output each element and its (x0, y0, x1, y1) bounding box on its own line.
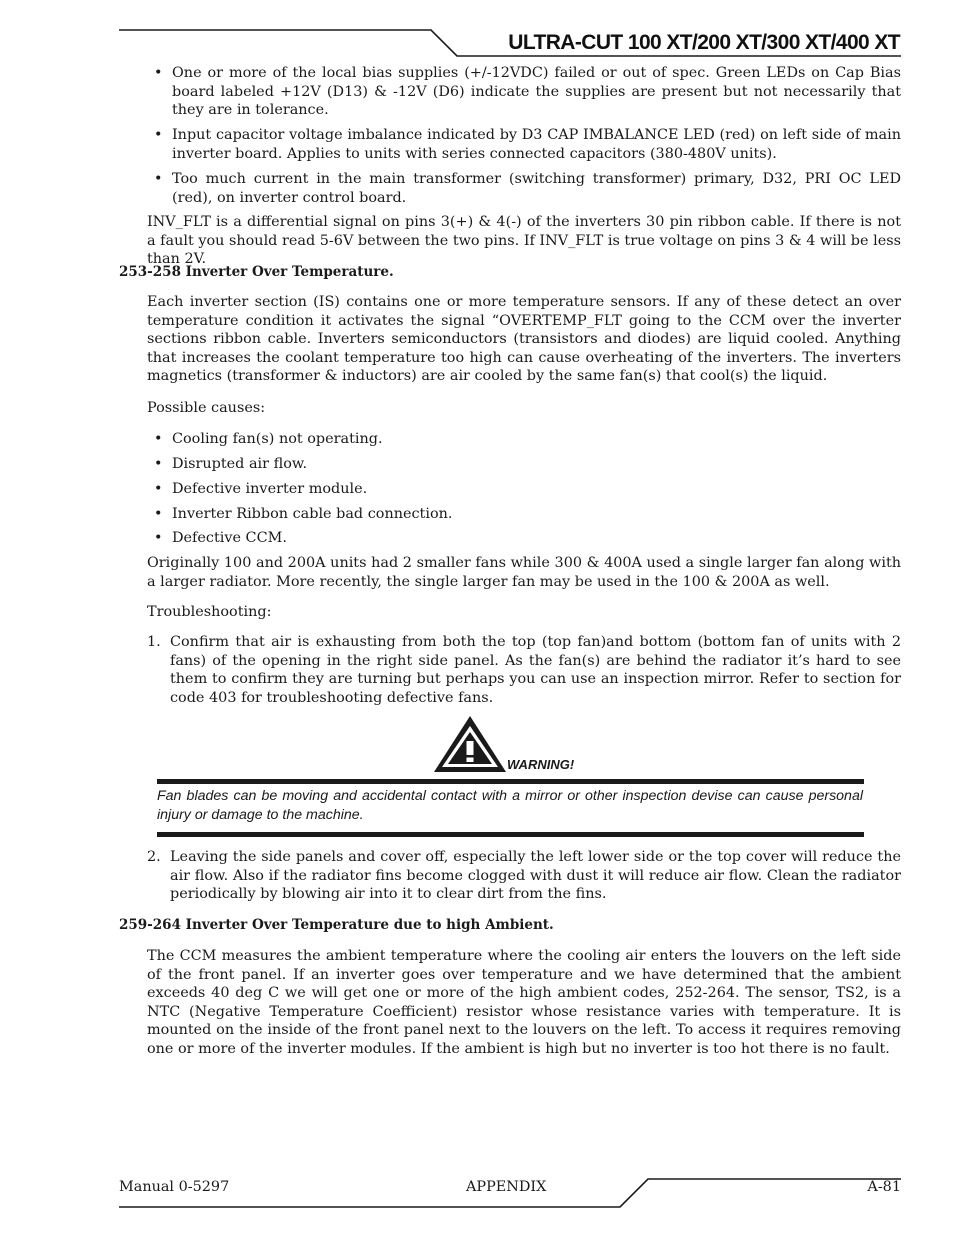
numbered-step (147, 633, 901, 707)
step-text: Confirm that air is exhausting from both the top (top fan)and bottom (bottom fan of units with 2 fans) of the opening in the right side panel. As the fan(s) are behind the radiator it’s hard to see them to confirm they are turning but perhaps you can use an inspection mirror. Refer to section for code 403 for troubleshooting defective fans. (170, 634, 901, 706)
bullet-item (154, 170, 901, 207)
manual-number: Manual 0-5297 (119, 1179, 230, 1195)
cause-text: Defective CCM. (172, 530, 287, 546)
bullet-dot: • (154, 171, 163, 187)
bullet-dot: • (154, 431, 163, 447)
fans-paragraph: Originally 100 and 200A units had 2 smaller fans while 300 & 400A used a single larger fan along with a larger radiator. More recently, the single larger fan may be used in the 100 & 200A as well. (147, 555, 901, 590)
cause-text: Defective inverter module. (172, 481, 368, 497)
cause-item (154, 529, 901, 548)
step-number: 2. (147, 849, 161, 865)
section-paragraph: Each inverter section (IS) contains one or more temperature sensors. If any of these detect an over temperature condition it activates the signal “OVERTEMP_FLT going to the CCM over the inverter sections ribbon cable. Inverters semiconductors (transistors and diodes) are liquid cooled. Anything that increases the coolant temperature too high can cause overheating of the inverters. The inverters magnetics (transformer & inductors) are air cooled by the same fan(s) that cool(s) the liquid. (147, 294, 901, 385)
warning-text: Fan blades can be moving and accidental contact with a mirror or other inspection devise can cause personal injury or damage to the machine. (157, 788, 863, 823)
cause-text: Cooling fan(s) not operating. (172, 431, 383, 447)
cause-item (154, 480, 901, 499)
page-number: A-81 (867, 1179, 901, 1195)
cause-item (154, 430, 901, 449)
bullet-text: Too much current in the main transformer (switching transformer) primary, D32, PRI OC LED (red), on inverter control board. (172, 171, 901, 206)
warning-label: WARNING! (507, 757, 575, 772)
inv-flt-paragraph: INV_FLT is a differential signal on pins 3(+) & 4(-) of the inverters 30 pin ribbon cable. If there is not a fault you should read 5-6V between the two pins. If INV_FLT is true voltage on pins 3 & 4 will be less than 2V. (147, 214, 901, 268)
bullet-text: One or more of the local bias supplies (+/-12VDC) failed or out of spec. Green LEDs on Cap Bias board labeled +12V (D13) & -12V (D6) indicate the supplies are present but not necessarily that they are in tolerance. (172, 65, 901, 119)
bullet-dot: • (154, 506, 163, 522)
section-heading: 253-258 Inverter Over Temperature. (119, 264, 394, 280)
bullet-dot: • (154, 530, 163, 546)
step-number: 1. (147, 634, 161, 650)
cause-text: Disrupted air flow. (172, 456, 308, 472)
numbered-step (147, 848, 901, 904)
warning-top-bar (157, 779, 864, 784)
document-title: ULTRA-CUT 100 XT/200 XT/300 XT/400 XT (508, 31, 900, 54)
warning-bottom-bar (157, 832, 864, 837)
cause-item (154, 505, 901, 524)
bullet-dot: • (154, 65, 163, 81)
bullet-text: Input capacitor voltage imbalance indicated by D3 CAP IMBALANCE LED (red) on left side of main inverter board. Applies to units with series connected capacitors (380-480V units). (172, 127, 901, 162)
troubleshooting-label: Troubleshooting: (147, 604, 272, 620)
bullet-dot: • (154, 456, 163, 472)
bullet-item (154, 126, 901, 163)
cause-item (154, 455, 901, 474)
cause-text: Inverter Ribbon cable bad connection. (172, 506, 453, 522)
bullet-item (154, 64, 901, 120)
footer-section: APPENDIX (466, 1179, 547, 1195)
section-paragraph: The CCM measures the ambient temperature where the cooling air enters the louvers on the left side of the front panel. If an inverter goes over temperature and we have determined that the ambient exceeds 40 deg C we will get one or more of the high ambient codes, 252-264. The sensor, TS2, is a NTC (Negative Temperature Coefficient) resistor whose resistance varies with temperature. It is mounted on the inside of the front panel next to the louvers on the left. To access it requires removing one or more of the inverter modules. If the ambient is high but no inverter is too hot there is no fault. (147, 948, 901, 1057)
step-text: Leaving the side panels and cover off, especially the left lower side or the top cover will reduce the air flow. Also if the radiator fins become clogged with dust it will reduce air flow. Clean the radiator periodically by blowing air into it to clear dirt from the fins. (170, 849, 901, 903)
possible-causes-label: Possible causes: (147, 400, 266, 416)
bullet-dot: • (154, 127, 163, 143)
section-heading: 259-264 Inverter Over Temperature due to high Ambient. (119, 917, 554, 933)
bullet-dot: • (154, 481, 163, 497)
